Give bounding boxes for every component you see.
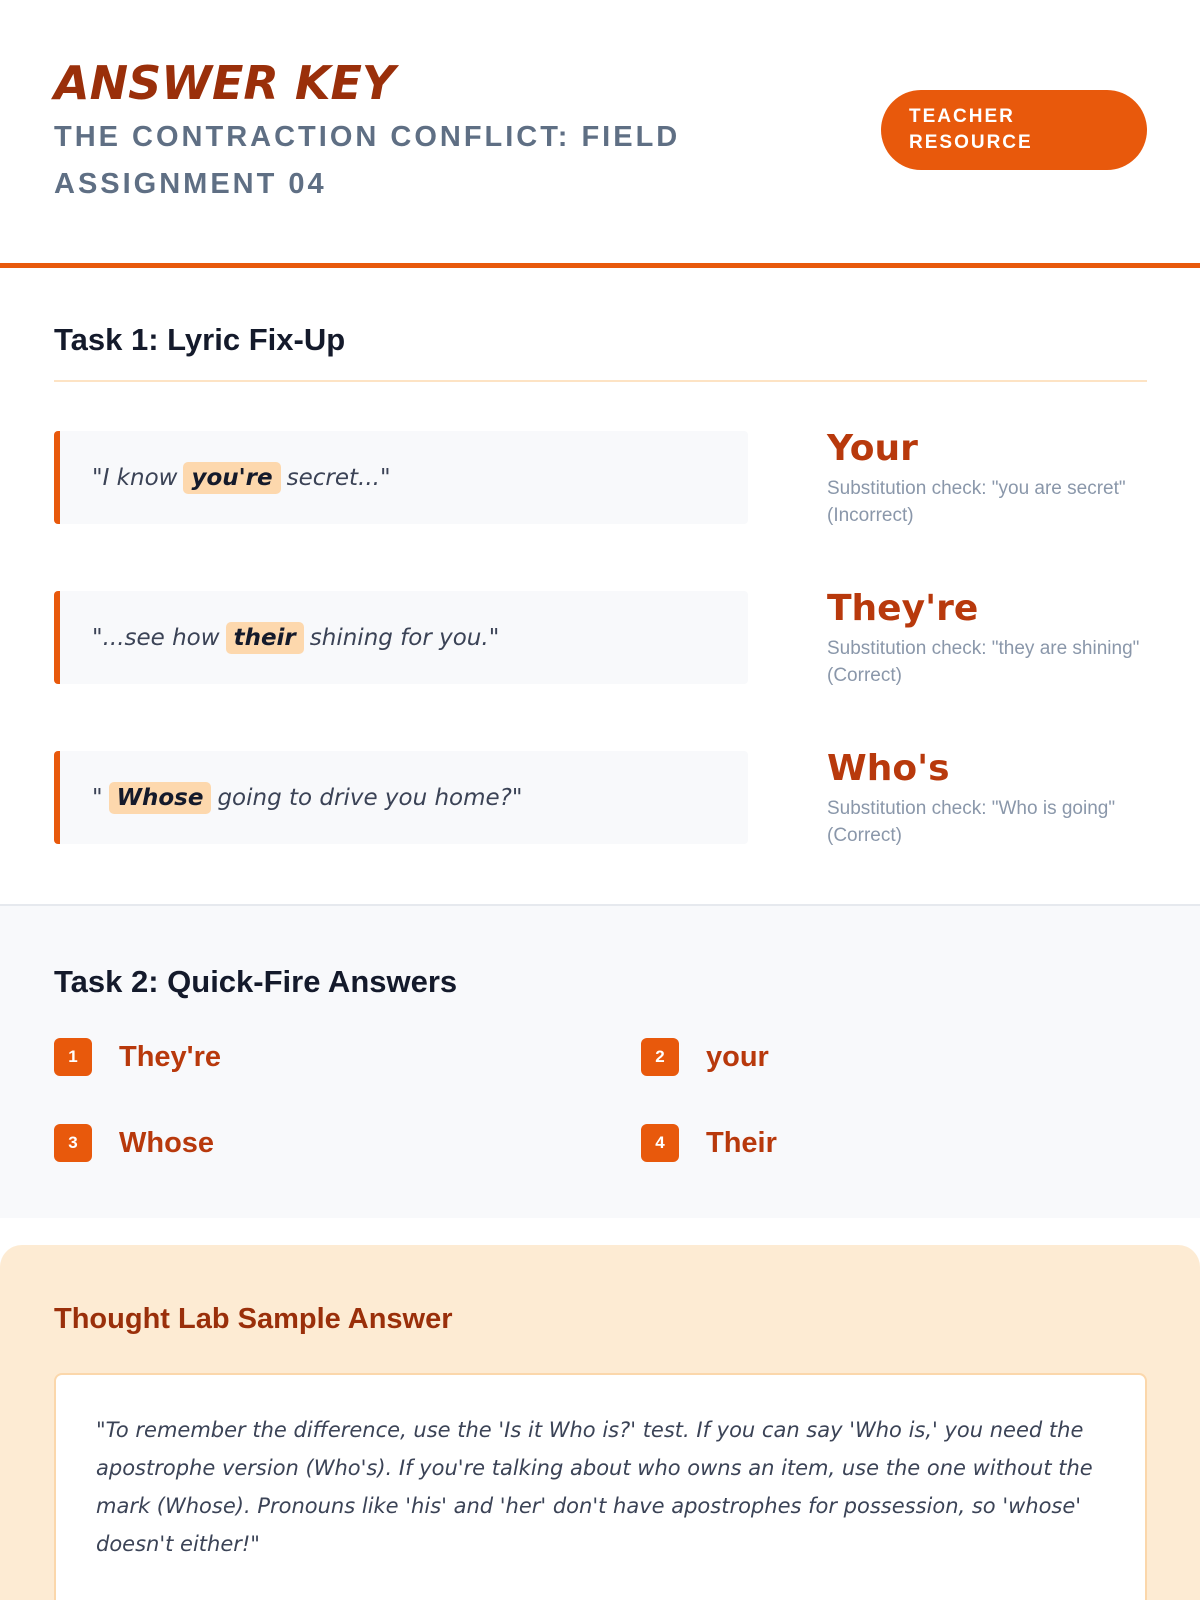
task1-heading: Task 1: Lyric Fix-Up: [54, 322, 346, 357]
lyric-answer: [827, 747, 1157, 849]
quickfire-answer: Their: [706, 1126, 777, 1159]
sample-answer-text: "To remember the difference, use the 'Is it Who is?' test. If you can say 'Who is,' you need the apostrophe version (Who's). If you're talking about who owns an item, use the one without the mark (Whose). Pronouns like 'his' and 'her' don't have apostrophes for possession, so 'whose' doesn't either!": [96, 1418, 1093, 1556]
page-header: [0, 0, 1200, 268]
lyric-quote: [54, 751, 748, 844]
lyric-text-after: secret...": [286, 464, 391, 491]
quickfire-item: [641, 1037, 769, 1077]
sample-answer-box: [54, 1373, 1147, 1600]
lyric-text-after: shining for you.": [309, 624, 500, 651]
substitution-note: Substitution check: "they are shining" (Correct): [827, 638, 1140, 686]
quickfire-item: [54, 1123, 214, 1163]
page-title: ANSWER KEY: [54, 56, 396, 110]
lyric-text-before: "I know: [92, 464, 178, 491]
lyric-answer: [827, 427, 1157, 529]
lyric-text-after: going to drive you home?": [217, 784, 523, 811]
lyric-text-before: ": [92, 784, 103, 811]
lyric-item: [54, 588, 1147, 691]
thought-lab-heading: Thought Lab Sample Answer: [54, 1303, 453, 1335]
lyric-text-before: "...see how: [92, 624, 220, 651]
task1-divider: [54, 380, 1147, 382]
question-number-badge: 2: [641, 1038, 679, 1076]
quickfire-answer: They're: [119, 1040, 221, 1073]
lyric-highlight: Whose: [109, 782, 212, 814]
page-subtitle: THE CONTRACTION CONFLICT: FIELD ASSIGNMENT 04: [54, 121, 681, 200]
lyric-item: [54, 748, 1147, 851]
lyric-highlight: their: [226, 622, 304, 654]
quickfire-item: [54, 1037, 221, 1077]
quickfire-item: [641, 1123, 777, 1163]
lyric-quote: [54, 591, 748, 684]
question-number-badge: 3: [54, 1124, 92, 1162]
teacher-resource-badge: TEACHER RESOURCE: [881, 90, 1147, 170]
lyric-answer: [827, 587, 1157, 689]
question-number-badge: 4: [641, 1124, 679, 1162]
thought-lab-section: [0, 1245, 1200, 1600]
quickfire-answer: Whose: [119, 1126, 215, 1159]
lyric-item: [54, 428, 1147, 531]
lyric-quote: [54, 431, 748, 524]
answer-word: Your: [827, 428, 918, 469]
task2-heading: Task 2: Quick-Fire Answers: [54, 964, 458, 999]
substitution-note: Substitution check: "you are secret" (Incorrect): [827, 478, 1126, 526]
question-number-badge: 1: [54, 1038, 92, 1076]
answer-word: Who's: [827, 748, 950, 789]
quickfire-answer: your: [706, 1040, 769, 1073]
task2-section: [0, 904, 1200, 1218]
substitution-note: Substitution check: "Who is going" (Correct): [827, 798, 1116, 846]
answer-word: They're: [827, 588, 979, 629]
lyric-highlight: you're: [183, 462, 280, 494]
